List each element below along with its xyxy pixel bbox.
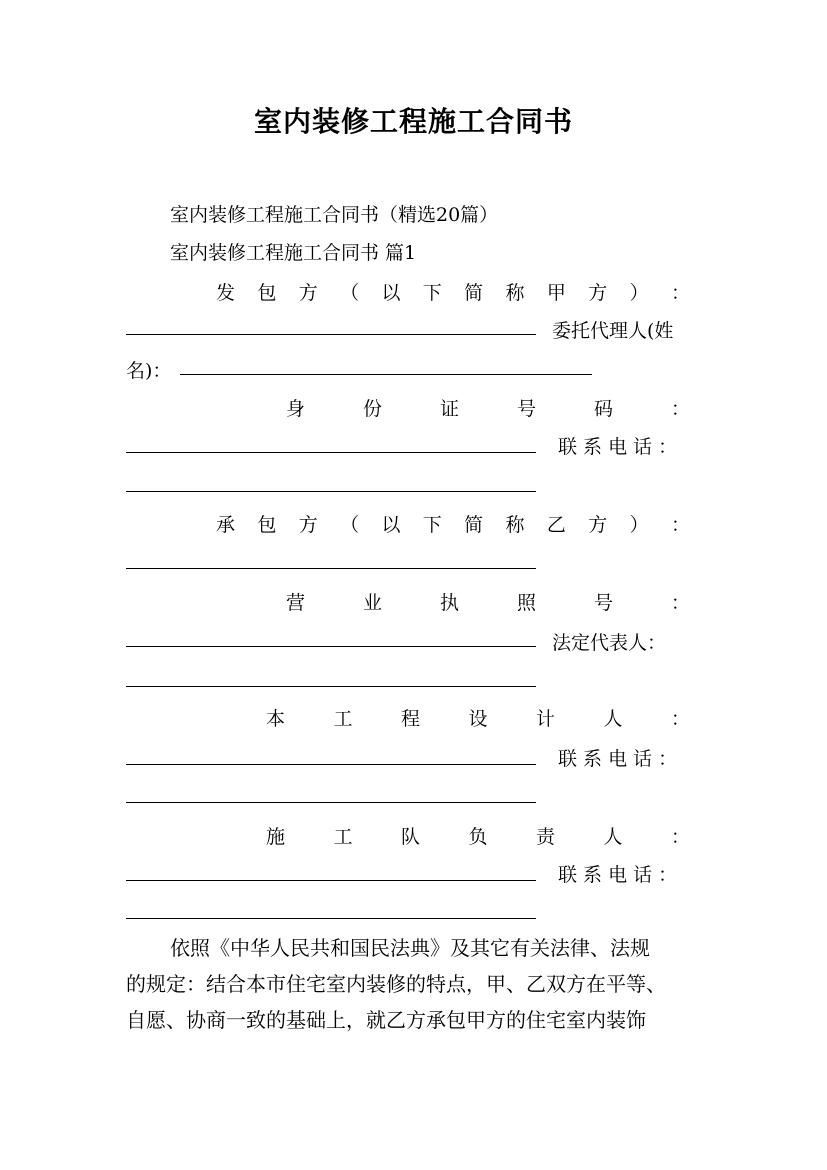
designer-blank[interactable] xyxy=(126,764,536,765)
document-title: 室内装修工程施工合同书 xyxy=(253,105,573,138)
body-line: 依照《中华人民共和国民法典》及其它有关法律、法规 xyxy=(170,936,650,960)
label-char: 人 xyxy=(603,708,623,730)
party-a-label xyxy=(216,278,690,305)
agent-label-cont: 名)： xyxy=(126,360,172,382)
team-leader-phone-label: 联 系 电 话 ： xyxy=(558,864,678,886)
subtitle: 室内装修工程施工合同书（精选20篇） xyxy=(170,204,499,226)
team-leader-label xyxy=(266,822,690,849)
label-char: 号 xyxy=(593,592,613,614)
label-char: 包 xyxy=(257,514,277,536)
body-paragraph xyxy=(126,930,703,1038)
label-char: 乙 xyxy=(546,514,566,536)
label-char: 程 xyxy=(400,708,420,730)
label-char: 方 xyxy=(588,514,608,536)
label-char: 本 xyxy=(266,708,286,730)
label-char: ） xyxy=(629,282,649,304)
label-char: 设 xyxy=(468,708,488,730)
body-line: 自愿、协商一致的基础上，就乙方承包甲方的住宅室内装饰 xyxy=(126,1008,646,1032)
label-char: ： xyxy=(670,708,690,730)
label-char: 负 xyxy=(468,826,488,848)
license-number-blank[interactable] xyxy=(126,646,536,647)
label-char: 简 xyxy=(464,282,484,304)
label-char: 方 xyxy=(298,514,318,536)
label-char: 业 xyxy=(362,592,382,614)
designer-label xyxy=(266,704,690,731)
label-char: 证 xyxy=(439,398,459,420)
label-char: 工 xyxy=(333,708,353,730)
label-char: ： xyxy=(670,398,690,420)
label-char: 执 xyxy=(439,592,459,614)
body-line: 的规定：结合本市住宅室内装修的特点，甲、乙双方在平等、 xyxy=(126,972,666,996)
label-char: 以 xyxy=(381,282,401,304)
team-leader-blank[interactable] xyxy=(126,880,536,881)
label-char: 施 xyxy=(266,826,286,848)
party-b-label xyxy=(216,510,690,537)
id-number-blank[interactable] xyxy=(126,452,536,453)
label-char: 发 xyxy=(216,282,236,304)
label-char: 称 xyxy=(505,282,525,304)
label-char: 甲 xyxy=(546,282,566,304)
label-char: 工 xyxy=(333,826,353,848)
label-char: 包 xyxy=(257,282,277,304)
label-char: ） xyxy=(629,514,649,536)
party-a-blank[interactable] xyxy=(126,334,536,335)
legal-rep-label: 法定代表人： xyxy=(552,632,667,654)
label-char: 称 xyxy=(505,514,525,536)
label-char: 以 xyxy=(381,514,401,536)
label-char: 人 xyxy=(603,826,623,848)
label-char: 号 xyxy=(516,398,536,420)
label-char: 身 xyxy=(286,398,306,420)
label-char: 计 xyxy=(535,708,555,730)
label-char: ： xyxy=(670,514,690,536)
label-char: 简 xyxy=(464,514,484,536)
team-leader-phone-blank[interactable] xyxy=(126,918,536,919)
label-char: 份 xyxy=(362,398,382,420)
label-char: 照 xyxy=(516,592,536,614)
label-char: 下 xyxy=(422,282,442,304)
legal-rep-blank[interactable] xyxy=(126,686,536,687)
label-char: 责 xyxy=(535,826,555,848)
agent-label: 委托代理人(姓 xyxy=(552,320,674,342)
id-number-label xyxy=(286,394,690,421)
label-char: ： xyxy=(670,282,690,304)
label-char: 方 xyxy=(298,282,318,304)
section-heading: 室内装修工程施工合同书 篇1 xyxy=(170,242,417,264)
designer-phone-blank[interactable] xyxy=(126,802,536,803)
label-char: 下 xyxy=(422,514,442,536)
label-char: （ xyxy=(340,282,360,304)
label-char: ： xyxy=(670,826,690,848)
label-char: 承 xyxy=(216,514,236,536)
agent-name-blank[interactable] xyxy=(180,374,592,375)
label-char: ： xyxy=(670,592,690,614)
designer-phone-label: 联 系 电 话 ： xyxy=(558,748,678,770)
label-char: 队 xyxy=(400,826,420,848)
party-a-phone-blank[interactable] xyxy=(126,491,536,492)
label-char: 营 xyxy=(286,592,306,614)
label-char: 方 xyxy=(588,282,608,304)
party-b-blank[interactable] xyxy=(126,568,536,569)
party-a-phone-label: 联 系 电 话 ： xyxy=(558,436,678,458)
license-number-label xyxy=(286,588,690,615)
label-char: 码 xyxy=(593,398,613,420)
label-char: （ xyxy=(340,514,360,536)
